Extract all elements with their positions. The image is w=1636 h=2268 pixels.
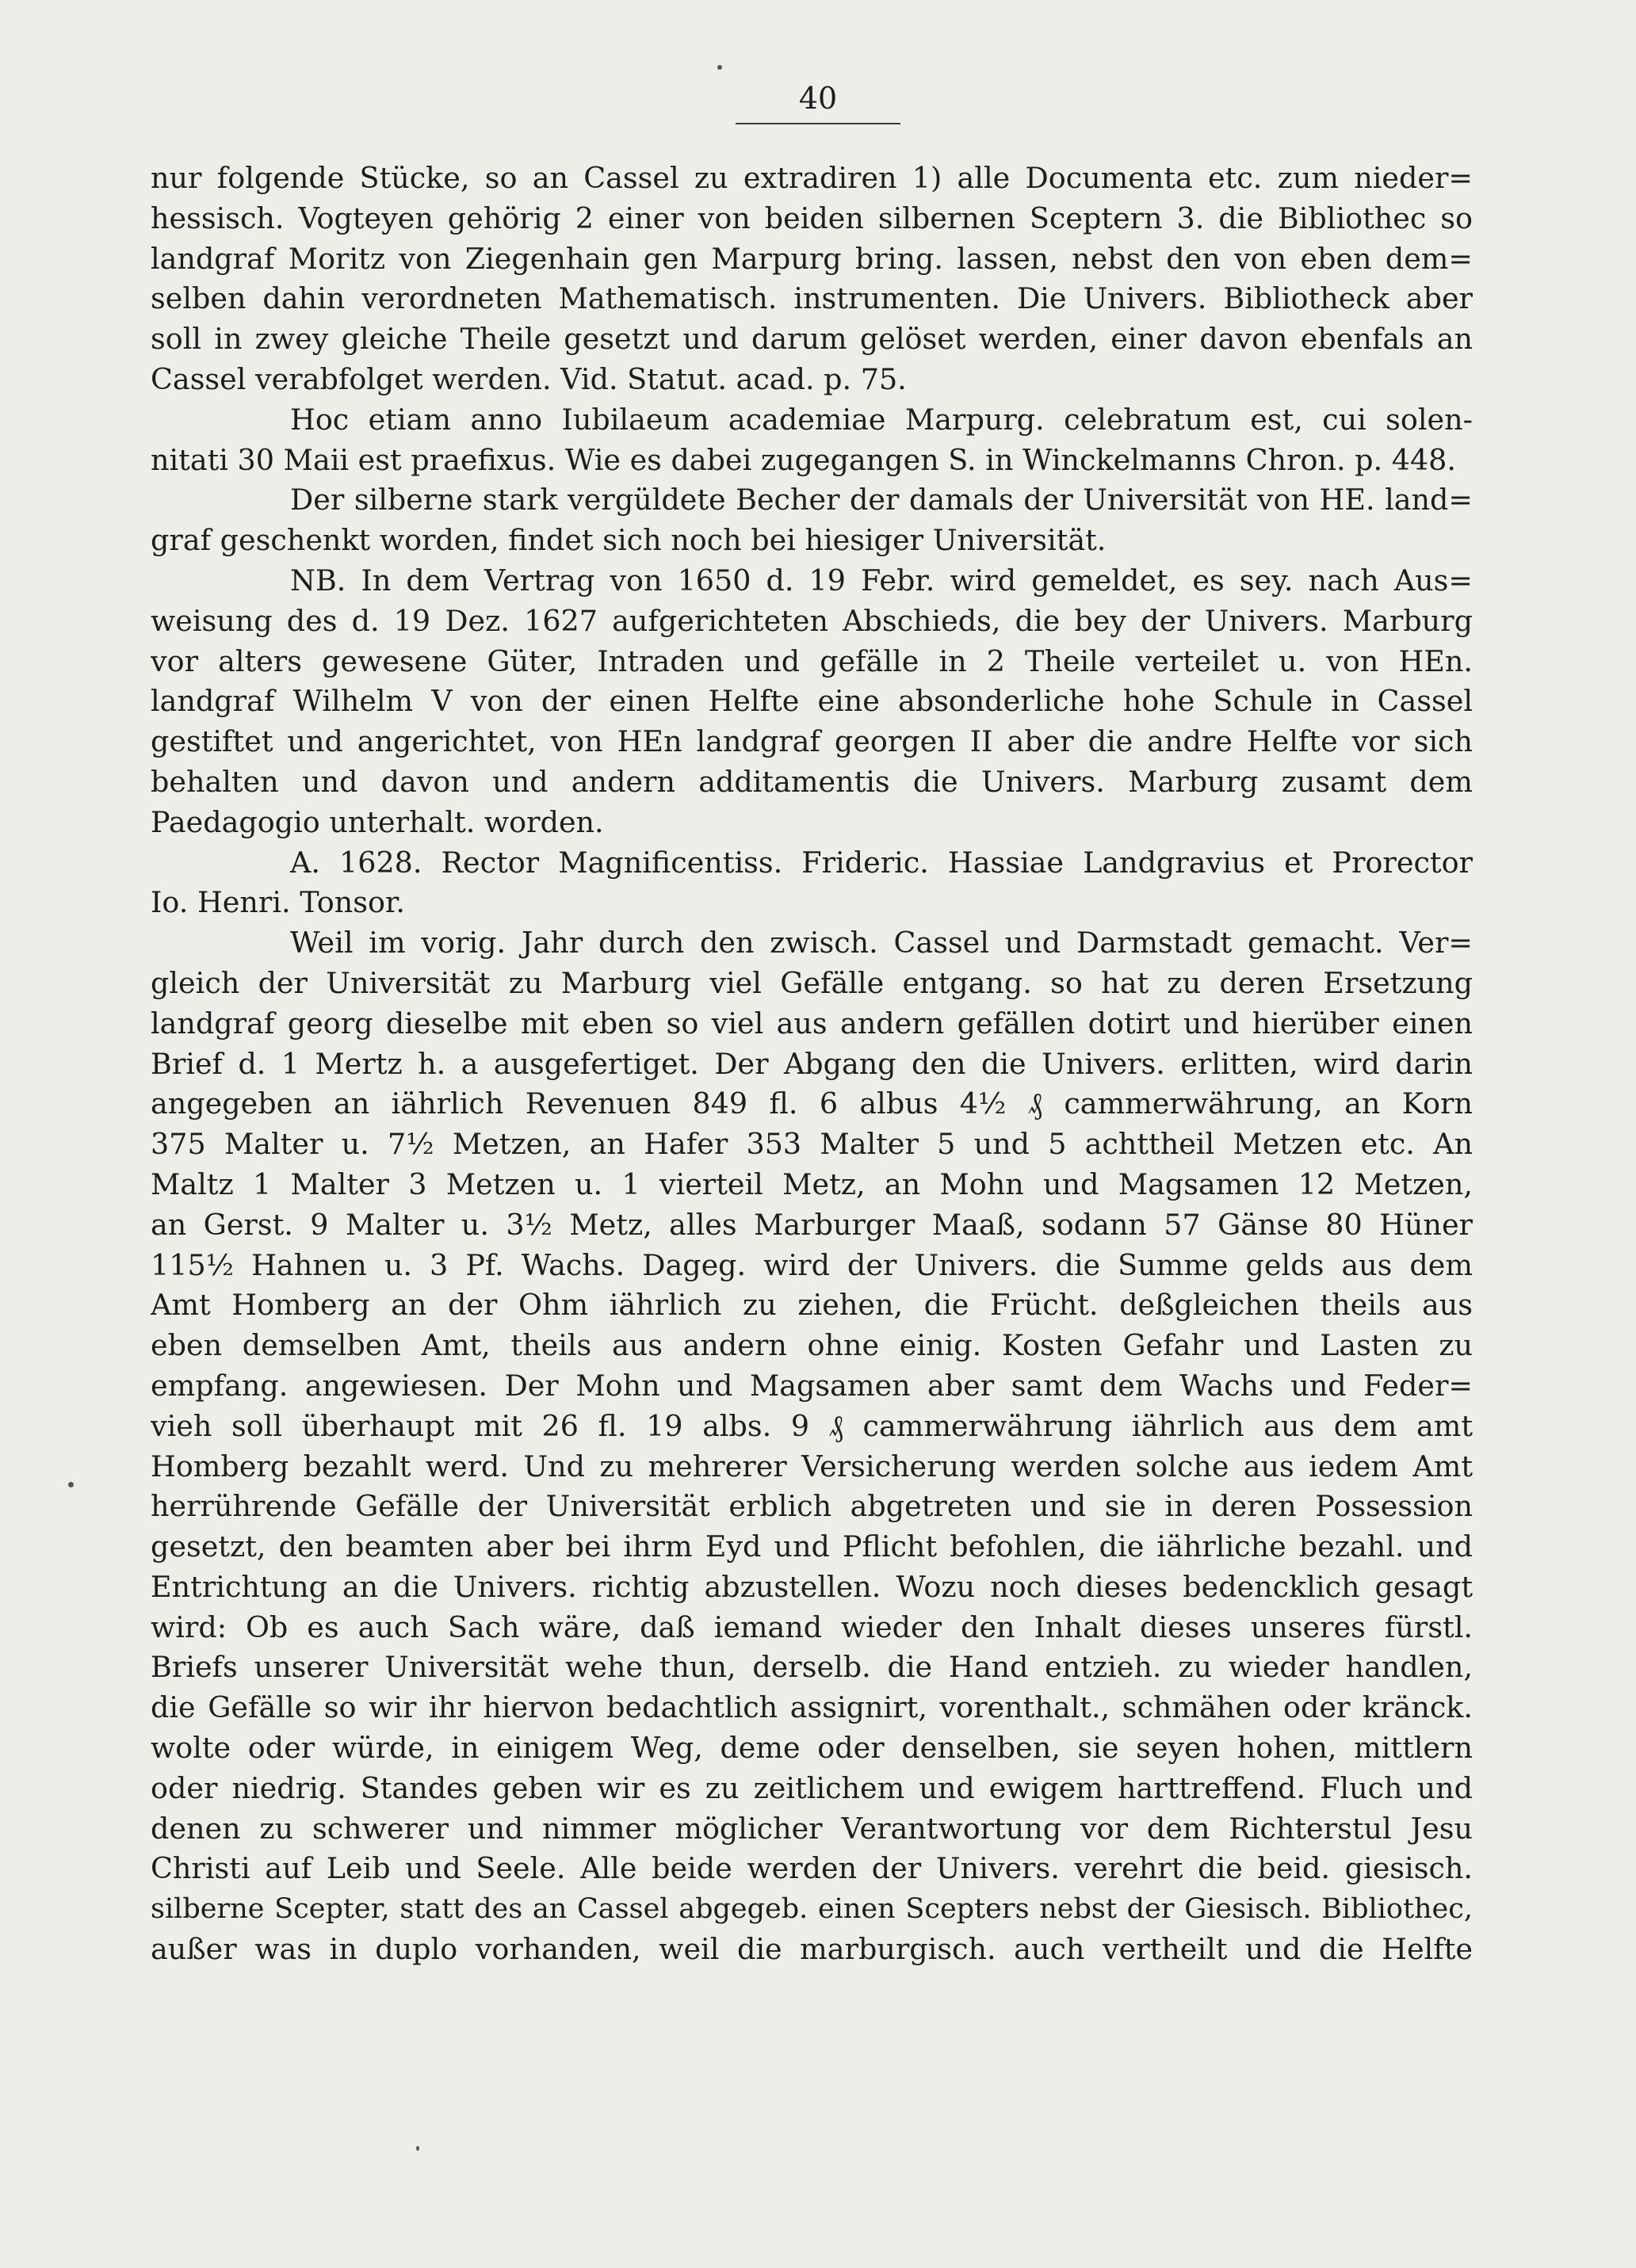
print-speck: [717, 65, 722, 70]
text-line: wolte oder würde, in einigem Weg, deme oder denselben, sie seyen hohen, mittlern: [151, 1731, 1473, 1766]
text-line: Io. Henri. Tonsor.: [151, 885, 405, 920]
text-line: Christi auf Leib und Seele. Alle beide werden der Univers. verehrt die beid. giesisch.: [151, 1851, 1473, 1886]
page-number-rule: [736, 123, 900, 124]
text-line: weisung des d. 19 Dez. 1627 aufgerichteten Abschieds, die bey der Univers. Marburg: [151, 603, 1473, 638]
text-line: soll in zwey gleiche Theile gesetzt und darum gelöset werden, einer davon ebenfals an: [151, 322, 1473, 357]
text-line: an Gerst. 9 Malter u. 3½ Metz, alles Marburger Maaß, sodann 57 Gänse 80 Hüner: [151, 1207, 1473, 1242]
text-line: herrührende Gefälle der Universität erblich abgetreten und sie in deren Possession: [151, 1489, 1473, 1524]
text-line: selben dahin verordneten Mathematisch. instrumenten. Die Univers. Bibliotheck aber: [151, 281, 1473, 316]
text-line: eben demselben Amt, theils aus andern ohne einig. Kosten Gefahr und Lasten zu: [151, 1328, 1473, 1363]
text-line: nitati 30 Maii est praefixus. Wie es dabei zugegangen S. in Winckelmanns Chron. p. 448.: [151, 442, 1457, 477]
text-line: Homberg bezahlt werd. Und zu mehrerer Versicherung werden solche aus iedem Amt: [151, 1449, 1473, 1483]
text-line: Briefs unserer Universität wehe thun, derselb. die Hand entzieh. zu wieder handlen,: [151, 1650, 1473, 1685]
text-line: Paedagogio unterhalt. worden.: [151, 804, 604, 839]
text-line: empfang. angewiesen. Der Mohn und Magsamen aber samt dem Wachs und Feder=: [151, 1368, 1473, 1403]
text-line: denen zu schwerer und nimmer möglicher Verantwortung vor dem Richterstul Jesu: [151, 1811, 1473, 1846]
text-line: vor alters gewesene Güter, Intraden und gefälle in 2 Theile verteilet u. von HEn.: [151, 643, 1473, 678]
text-line: Cassel verabfolget werden. Vid. Statut. acad. p. 75.: [151, 361, 907, 396]
text-line: Brief d. 1 Mertz h. a ausgefertiget. Der Abgang den die Univers. erlitten, wird darin: [151, 1046, 1473, 1081]
text-line: Weil im vorig. Jahr durch den zwisch. Cassel und Darmstadt gemacht. Ver=: [290, 926, 1473, 960]
text-line: Entrichtung an die Univers. richtig abzustellen. Wozu noch dieses bedencklich gesagt: [151, 1569, 1473, 1604]
text-line: vieh soll überhaupt mit 26 fl. 19 albs. 9 ₰ cammerwährung iährlich aus dem amt: [151, 1408, 1473, 1443]
text-line: NB. In dem Vertrag von 1650 d. 19 Febr. wird gemeldet, es sey. nach Aus=: [290, 563, 1473, 598]
text-line: oder niedrig. Standes geben wir es zu zeitlichem und ewigem harttreffend. Fluch und: [151, 1770, 1473, 1805]
text-line: graf geschenkt worden, findet sich noch bei hiesiger Universität.: [151, 523, 1107, 558]
body-text: [151, 158, 1473, 1970]
text-line: 115½ Hahnen u. 3 Pf. Wachs. Dageg. wird der Univers. die Summe gelds aus dem: [151, 1247, 1473, 1282]
text-line: hessisch. Vogteyen gehörig 2 einer von beiden silbernen Sceptern 3. die Bibliothec so: [151, 200, 1473, 235]
text-line: Maltz 1 Malter 3 Metzen u. 1 vierteil Metz, an Mohn und Magsamen 12 Metzen,: [151, 1166, 1473, 1201]
text-line: gestiftet und angerichtet, von HEn landgraf georgen II aber die andre Helfte vor sich: [151, 724, 1473, 759]
text-line: außer was in duplo vorhanden, weil die marburgisch. auch vertheilt und die Helfte: [151, 1932, 1473, 1967]
page-number: 40: [798, 81, 838, 116]
text-line: angegeben an iährlich Revenuen 849 fl. 6 albus 4½ ₰ cammerwährung, an Korn: [151, 1086, 1473, 1121]
text-line: Amt Homberg an der Ohm iährlich zu ziehen, die Frücht. deßgleichen theils aus: [151, 1288, 1473, 1323]
print-speck: [68, 1482, 74, 1487]
text-line: silberne Scepter, statt des an Cassel abgegeb. einen Scepters nebst der Giesisch. Bibliothec,: [151, 1893, 1473, 1926]
text-line: 375 Malter u. 7½ Metzen, an Hafer 353 Malter 5 und 5 achttheil Metzen etc. An: [151, 1127, 1473, 1162]
print-speck: [416, 2146, 419, 2151]
text-line: gesetzt, den beamten aber bei ihrm Eyd und Pflicht befohlen, die iährliche bezahl. und: [151, 1529, 1473, 1564]
text-line: landgraf georg dieselbe mit eben so viel aus andern gefällen dotirt und hierüber einen: [151, 1006, 1473, 1040]
text-line: gleich der Universität zu Marburg viel Gefälle entgang. so hat zu deren Ersetzung: [151, 965, 1473, 1000]
text-line: die Gefälle so wir ihr hiervon bedachtlich assignirt, vorenthalt., schmähen oder kränck.: [151, 1690, 1473, 1725]
text-line: Der silberne stark vergüldete Becher der damals der Universität von HE. land=: [290, 483, 1473, 517]
text-line: wird: Ob es auch Sach wäre, daß iemand wieder den Inhalt dieses unseres fürstl.: [151, 1609, 1473, 1644]
text-line: Hoc etiam anno Iubilaeum academiae Marpurg. celebratum est, cui solen-: [290, 402, 1473, 437]
text-line: landgraf Wilhelm V von der einen Helfte eine absonderliche hohe Schule in Cassel: [151, 684, 1473, 719]
text-line: A. 1628. Rector Magnificentiss. Frideric. Hassiae Landgravius et Prorector: [290, 845, 1473, 880]
text-line: behalten und davon und andern additamentis die Univers. Marburg zusamt dem: [151, 764, 1473, 799]
text-line: nur folgende Stücke, so an Cassel zu extradiren 1) alle Documenta etc. zum nieder=: [151, 161, 1473, 195]
text-line: landgraf Moritz von Ziegenhain gen Marpurg bring. lassen, nebst den von eben dem=: [151, 241, 1473, 276]
